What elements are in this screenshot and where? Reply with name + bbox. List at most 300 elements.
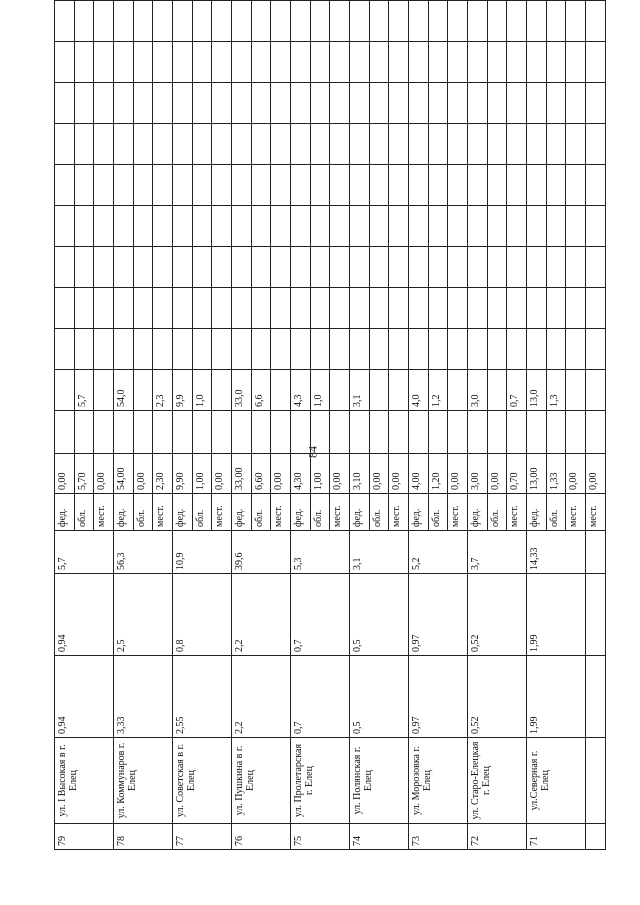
empty-cell xyxy=(291,329,311,370)
empty-cell xyxy=(409,83,429,124)
empty-cell xyxy=(330,1,350,42)
data-table xyxy=(54,0,606,850)
empty-cell xyxy=(173,1,193,42)
empty-cell xyxy=(468,1,488,42)
empty-cell xyxy=(74,411,94,454)
table-row xyxy=(527,1,547,850)
budget-level-cell: обл. xyxy=(310,494,330,531)
budget-amount-cell: 0,00 xyxy=(586,454,606,494)
rotated-table-container xyxy=(54,52,606,850)
empty-cell xyxy=(428,165,448,206)
empty-cell xyxy=(114,329,134,370)
empty-cell xyxy=(507,206,527,247)
budget-extra-cell: 13,0 xyxy=(527,370,547,411)
empty-cell xyxy=(409,288,429,329)
empty-cell xyxy=(212,83,232,124)
table-row xyxy=(173,1,193,850)
empty-cell xyxy=(291,83,311,124)
empty-cell xyxy=(133,42,153,83)
budget-amount-cell: 0,00 xyxy=(330,454,350,494)
empty-cell xyxy=(55,83,75,124)
empty-cell xyxy=(271,206,291,247)
budget-amount-cell: 33,00 xyxy=(232,454,252,494)
empty-cell xyxy=(232,165,252,206)
empty-cell xyxy=(212,411,232,454)
empty-cell xyxy=(350,329,370,370)
empty-cell xyxy=(487,329,507,370)
empty-cell xyxy=(487,83,507,124)
row-number-cell: 79 xyxy=(55,824,114,850)
value-cell-a: 0,52 xyxy=(468,656,527,738)
empty-cell xyxy=(350,247,370,288)
empty-cell xyxy=(192,288,212,329)
street-name-cell: ул. Советская в г. Елец xyxy=(173,738,232,824)
empty-cell xyxy=(251,411,271,454)
empty-cell xyxy=(428,83,448,124)
budget-extra-cell: 6,6 xyxy=(251,370,271,411)
empty-cell xyxy=(468,411,488,454)
empty-cell xyxy=(330,42,350,83)
empty-cell xyxy=(468,329,488,370)
budget-level-cell: фед. xyxy=(291,494,311,531)
empty-cell xyxy=(114,288,134,329)
empty-cell xyxy=(369,411,389,454)
empty-cell xyxy=(55,329,75,370)
empty-cell xyxy=(448,206,468,247)
value-cell-b: 0,94 xyxy=(55,574,114,656)
empty-cell xyxy=(55,165,75,206)
budget-amount-cell: 0,00 xyxy=(487,454,507,494)
empty-cell xyxy=(271,247,291,288)
empty-cell xyxy=(310,83,330,124)
budget-extra-cell: 1,2 xyxy=(428,370,448,411)
budget-level-cell: обл. xyxy=(487,494,507,531)
empty-cell xyxy=(389,165,409,206)
budget-amount-cell: 0,00 xyxy=(566,454,586,494)
budget-amount-cell: 0,00 xyxy=(133,454,153,494)
budget-extra-cell xyxy=(94,370,114,411)
total-cell: 5,7 xyxy=(55,531,114,574)
value-cell-b: 1,99 xyxy=(527,574,586,656)
empty-cell xyxy=(291,165,311,206)
total-cell: 3,7 xyxy=(468,531,527,574)
empty-cell xyxy=(212,206,232,247)
empty-cell xyxy=(546,1,566,42)
empty-cell xyxy=(586,206,606,247)
budget-amount-cell: 1,20 xyxy=(428,454,448,494)
empty-cell xyxy=(389,1,409,42)
empty-cell xyxy=(468,288,488,329)
empty-cell xyxy=(55,42,75,83)
empty-cell xyxy=(153,329,173,370)
empty-cell xyxy=(468,206,488,247)
empty-cell xyxy=(409,124,429,165)
budget-amount-cell: 9,90 xyxy=(173,454,193,494)
empty-cell xyxy=(389,83,409,124)
empty-cell xyxy=(350,165,370,206)
empty-cell xyxy=(448,83,468,124)
empty-cell xyxy=(448,288,468,329)
empty-cell xyxy=(232,247,252,288)
empty-cell xyxy=(153,206,173,247)
budget-extra-cell: 1,0 xyxy=(192,370,212,411)
value-cell-a: 0,7 xyxy=(291,656,350,738)
total-cell: 39,6 xyxy=(232,531,291,574)
empty-cell xyxy=(232,288,252,329)
empty-cell xyxy=(291,411,311,454)
table-row xyxy=(409,1,429,850)
empty-cell xyxy=(153,42,173,83)
budget-amount-cell: 6,60 xyxy=(251,454,271,494)
empty-cell xyxy=(173,124,193,165)
budget-amount-cell: 1,33 xyxy=(546,454,566,494)
empty-cell xyxy=(232,206,252,247)
row-number-cell: 74 xyxy=(350,824,409,850)
empty-cell xyxy=(291,124,311,165)
budget-amount-cell: 0,00 xyxy=(369,454,389,494)
empty-cell xyxy=(546,329,566,370)
total-cell xyxy=(586,531,606,574)
empty-cell xyxy=(251,247,271,288)
empty-cell xyxy=(232,329,252,370)
empty-cell xyxy=(251,206,271,247)
budget-extra-cell: 3,0 xyxy=(468,370,488,411)
budget-amount-cell: 0,00 xyxy=(94,454,114,494)
row-number-cell: 78 xyxy=(114,824,173,850)
empty-cell xyxy=(566,42,586,83)
row-number-cell: 77 xyxy=(173,824,232,850)
street-name-cell: ул. Старо-Елецкая г. Елец xyxy=(468,738,527,824)
empty-cell xyxy=(212,288,232,329)
empty-cell xyxy=(546,42,566,83)
value-cell-b: 0,97 xyxy=(409,574,468,656)
value-cell-a: 1,99 xyxy=(527,656,586,738)
empty-cell xyxy=(369,206,389,247)
empty-cell xyxy=(310,288,330,329)
budget-level-cell: мест. xyxy=(212,494,232,531)
empty-cell xyxy=(212,247,232,288)
empty-cell xyxy=(153,411,173,454)
empty-cell xyxy=(291,42,311,83)
empty-cell xyxy=(546,124,566,165)
empty-cell xyxy=(74,329,94,370)
empty-cell xyxy=(173,42,193,83)
empty-cell xyxy=(586,165,606,206)
empty-cell xyxy=(369,329,389,370)
budget-level-cell: обл. xyxy=(369,494,389,531)
budget-amount-cell: 0,00 xyxy=(212,454,232,494)
empty-cell xyxy=(487,1,507,42)
empty-cell xyxy=(428,206,448,247)
empty-cell xyxy=(94,83,114,124)
value-cell-b xyxy=(586,574,606,656)
value-cell-a: 0,97 xyxy=(409,656,468,738)
empty-cell xyxy=(55,288,75,329)
empty-cell xyxy=(586,329,606,370)
empty-cell xyxy=(114,247,134,288)
empty-cell xyxy=(192,206,212,247)
empty-cell xyxy=(487,165,507,206)
table-row xyxy=(350,1,370,850)
budget-extra-cell xyxy=(448,370,468,411)
empty-cell xyxy=(133,124,153,165)
empty-cell xyxy=(409,165,429,206)
street-name-cell: ул. I Высокая в г. Елец xyxy=(55,738,114,824)
empty-cell xyxy=(94,124,114,165)
empty-cell xyxy=(507,247,527,288)
budget-extra-cell xyxy=(369,370,389,411)
budget-level-cell: обл. xyxy=(428,494,448,531)
value-cell-b: 0,5 xyxy=(350,574,409,656)
budget-amount-cell: 54,00 xyxy=(114,454,134,494)
empty-cell xyxy=(310,1,330,42)
budget-extra-cell xyxy=(566,370,586,411)
empty-cell xyxy=(271,329,291,370)
empty-cell xyxy=(409,329,429,370)
empty-cell xyxy=(114,1,134,42)
empty-cell xyxy=(546,206,566,247)
empty-cell xyxy=(212,42,232,83)
empty-cell xyxy=(369,1,389,42)
value-cell-b: 2,5 xyxy=(114,574,173,656)
budget-level-cell: фед. xyxy=(350,494,370,531)
empty-cell xyxy=(566,411,586,454)
value-cell-b: 0,52 xyxy=(468,574,527,656)
budget-extra-cell: 4,3 xyxy=(291,370,311,411)
empty-cell xyxy=(350,83,370,124)
budget-level-cell: обл. xyxy=(74,494,94,531)
value-cell-a xyxy=(586,656,606,738)
row-number-cell xyxy=(586,824,606,850)
empty-cell xyxy=(291,1,311,42)
empty-cell xyxy=(389,411,409,454)
empty-cell xyxy=(133,206,153,247)
empty-cell xyxy=(55,1,75,42)
empty-cell xyxy=(369,124,389,165)
empty-cell xyxy=(173,206,193,247)
empty-cell xyxy=(546,411,566,454)
row-number-cell: 75 xyxy=(291,824,350,850)
street-name-cell: ул. Пролетарская г. Елец xyxy=(291,738,350,824)
total-cell: 10,9 xyxy=(173,531,232,574)
empty-cell xyxy=(527,165,547,206)
budget-extra-cell xyxy=(487,370,507,411)
budget-extra-cell: 3,1 xyxy=(350,370,370,411)
value-cell-b: 0,8 xyxy=(173,574,232,656)
budget-amount-cell: 1,00 xyxy=(310,454,330,494)
value-cell-a: 3,33 xyxy=(114,656,173,738)
budget-amount-cell: 2,30 xyxy=(153,454,173,494)
empty-cell xyxy=(94,329,114,370)
budget-level-cell: фед. xyxy=(114,494,134,531)
empty-cell xyxy=(369,165,389,206)
empty-cell xyxy=(586,1,606,42)
empty-cell xyxy=(192,411,212,454)
row-number-cell: 72 xyxy=(468,824,527,850)
budget-level-cell: обл. xyxy=(546,494,566,531)
empty-cell xyxy=(114,206,134,247)
empty-cell xyxy=(212,165,232,206)
empty-cell xyxy=(94,247,114,288)
street-name-cell: ул. Полянская г. Елец xyxy=(350,738,409,824)
empty-cell xyxy=(428,1,448,42)
empty-cell xyxy=(507,42,527,83)
empty-cell xyxy=(369,42,389,83)
empty-cell xyxy=(114,124,134,165)
empty-cell xyxy=(566,206,586,247)
row-number-cell: 76 xyxy=(232,824,291,850)
value-cell-b: 2,2 xyxy=(232,574,291,656)
budget-extra-cell: 2,3 xyxy=(153,370,173,411)
empty-cell xyxy=(409,1,429,42)
empty-cell xyxy=(389,42,409,83)
empty-cell xyxy=(566,1,586,42)
budget-extra-cell: 5,7 xyxy=(74,370,94,411)
empty-cell xyxy=(330,411,350,454)
empty-cell xyxy=(527,411,547,454)
empty-cell xyxy=(448,165,468,206)
empty-cell xyxy=(310,247,330,288)
empty-cell xyxy=(350,411,370,454)
empty-cell xyxy=(271,1,291,42)
empty-cell xyxy=(330,247,350,288)
empty-cell xyxy=(153,124,173,165)
budget-extra-cell: 1,0 xyxy=(310,370,330,411)
empty-cell xyxy=(448,1,468,42)
value-cell-a: 0,5 xyxy=(350,656,409,738)
empty-cell xyxy=(448,42,468,83)
table-row xyxy=(114,1,134,850)
budget-extra-cell: 4,0 xyxy=(409,370,429,411)
budget-extra-cell xyxy=(133,370,153,411)
empty-cell xyxy=(74,1,94,42)
empty-cell xyxy=(173,329,193,370)
empty-cell xyxy=(448,124,468,165)
street-name-cell xyxy=(586,738,606,824)
value-cell-a: 2,2 xyxy=(232,656,291,738)
empty-cell xyxy=(389,329,409,370)
empty-cell xyxy=(527,247,547,288)
empty-cell xyxy=(271,42,291,83)
empty-cell xyxy=(350,42,370,83)
empty-cell xyxy=(291,247,311,288)
empty-cell xyxy=(74,247,94,288)
empty-cell xyxy=(389,124,409,165)
empty-cell xyxy=(527,206,547,247)
empty-cell xyxy=(212,329,232,370)
budget-level-cell: обл. xyxy=(251,494,271,531)
empty-cell xyxy=(468,124,488,165)
empty-cell xyxy=(173,411,193,454)
empty-cell xyxy=(487,288,507,329)
budget-level-cell: мест. xyxy=(94,494,114,531)
empty-cell xyxy=(271,288,291,329)
street-name-cell: ул.Северная г. Елец xyxy=(527,738,586,824)
budget-extra-cell: 1,3 xyxy=(546,370,566,411)
empty-cell xyxy=(133,247,153,288)
empty-cell xyxy=(310,329,330,370)
empty-cell xyxy=(133,1,153,42)
budget-level-cell: мест. xyxy=(271,494,291,531)
empty-cell xyxy=(133,329,153,370)
empty-cell xyxy=(428,329,448,370)
budget-amount-cell: 13,00 xyxy=(527,454,547,494)
empty-cell xyxy=(251,288,271,329)
empty-cell xyxy=(310,411,330,454)
total-cell: 5,2 xyxy=(409,531,468,574)
empty-cell xyxy=(350,1,370,42)
empty-cell xyxy=(566,247,586,288)
empty-cell xyxy=(507,329,527,370)
budget-level-cell: фед. xyxy=(173,494,193,531)
budget-amount-cell: 4,00 xyxy=(409,454,429,494)
empty-cell xyxy=(192,42,212,83)
empty-cell xyxy=(133,83,153,124)
empty-cell xyxy=(192,83,212,124)
empty-cell xyxy=(74,42,94,83)
value-cell-b: 0,7 xyxy=(291,574,350,656)
empty-cell xyxy=(369,83,389,124)
table-row xyxy=(232,1,252,850)
table-row xyxy=(291,1,311,850)
empty-cell xyxy=(428,124,448,165)
empty-cell xyxy=(369,288,389,329)
empty-cell xyxy=(389,288,409,329)
empty-cell xyxy=(232,124,252,165)
empty-cell xyxy=(173,288,193,329)
empty-cell xyxy=(586,42,606,83)
empty-cell xyxy=(586,124,606,165)
empty-cell xyxy=(291,206,311,247)
budget-extra-cell: 9,9 xyxy=(173,370,193,411)
empty-cell xyxy=(350,124,370,165)
budget-level-cell: фед. xyxy=(409,494,429,531)
empty-cell xyxy=(507,288,527,329)
empty-cell xyxy=(527,42,547,83)
empty-cell xyxy=(428,288,448,329)
empty-cell xyxy=(232,411,252,454)
empty-cell xyxy=(487,247,507,288)
budget-amount-cell: 1,00 xyxy=(192,454,212,494)
empty-cell xyxy=(251,83,271,124)
budget-extra-cell: 33,0 xyxy=(232,370,252,411)
empty-cell xyxy=(409,247,429,288)
empty-cell xyxy=(330,288,350,329)
empty-cell xyxy=(271,83,291,124)
empty-cell xyxy=(369,247,389,288)
empty-cell xyxy=(527,288,547,329)
empty-cell xyxy=(232,83,252,124)
table-row xyxy=(55,1,75,850)
empty-cell xyxy=(448,329,468,370)
empty-cell xyxy=(546,247,566,288)
empty-cell xyxy=(251,165,271,206)
empty-cell xyxy=(310,165,330,206)
budget-amount-cell: 0,70 xyxy=(507,454,527,494)
empty-cell xyxy=(330,206,350,247)
budget-level-cell: мест. xyxy=(507,494,527,531)
empty-cell xyxy=(507,124,527,165)
budget-level-cell: фед. xyxy=(55,494,75,531)
empty-cell xyxy=(251,329,271,370)
empty-cell xyxy=(468,247,488,288)
empty-cell xyxy=(74,288,94,329)
empty-cell xyxy=(94,1,114,42)
empty-cell xyxy=(271,124,291,165)
empty-cell xyxy=(428,42,448,83)
total-cell: 56,3 xyxy=(114,531,173,574)
total-cell: 3,1 xyxy=(350,531,409,574)
